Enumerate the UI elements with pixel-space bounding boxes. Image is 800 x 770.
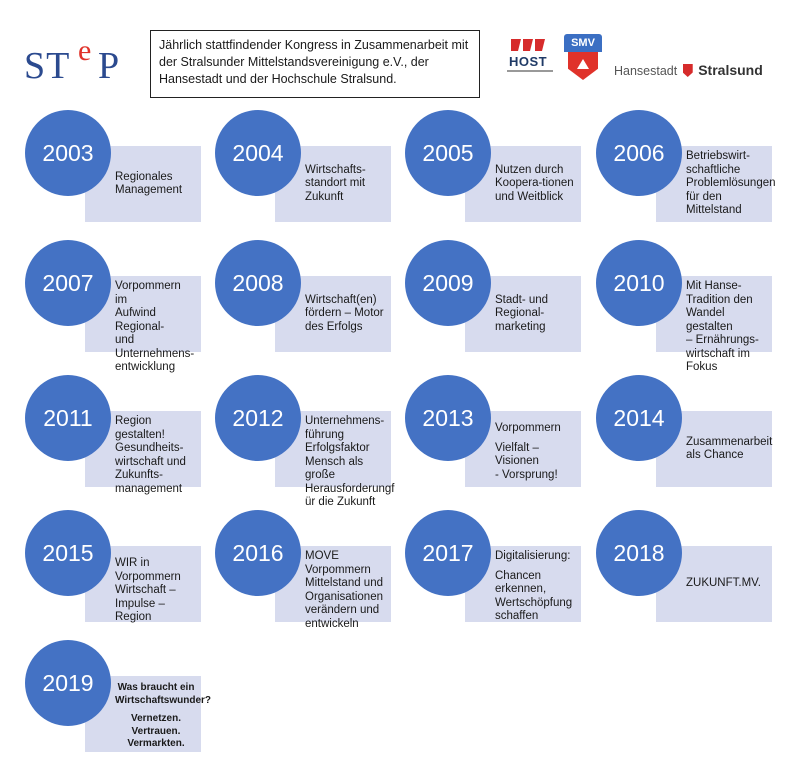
congress-topic-line: Region gestalten! xyxy=(115,415,165,441)
congress-topic-line: schaftliche xyxy=(686,163,741,176)
congress-topic-line: Wirtschaftswunder? xyxy=(115,694,212,706)
congress-topic-line: Wirtschaft(en) xyxy=(305,293,377,306)
congress-topic-line: Vorpommern xyxy=(495,422,561,434)
congress-topic-line: des Erfolgs xyxy=(305,320,363,333)
congress-topic-line: führung xyxy=(305,428,345,441)
congress-topic-line: Vernetzen. xyxy=(130,713,182,724)
stralsund-shield-icon xyxy=(683,64,693,77)
step-logo-e: e xyxy=(78,34,92,67)
congress-topic-line: schaffen xyxy=(495,610,539,622)
hansestadt-stralsund-logo xyxy=(614,62,763,78)
congress-topic-line: Erfolgsfaktor xyxy=(305,442,370,454)
year-circle: 2016 xyxy=(215,510,301,596)
smv-logo xyxy=(564,34,602,82)
congress-topic-line: WIR in xyxy=(115,557,150,569)
year-circle: 2018 xyxy=(596,510,682,596)
congress-topic-line: und Weitblick xyxy=(495,190,564,203)
congress-topic-line: marketing xyxy=(495,320,546,333)
congress-topic-line: Fokus xyxy=(686,361,718,373)
step-logo-st: ST xyxy=(24,45,71,87)
congress-topic-line: Wertschöpfung xyxy=(495,596,573,609)
year-circle: 2015 xyxy=(25,510,111,596)
congress-topic-line: ür die Zukunft xyxy=(305,496,376,508)
congress-topic-line: Regionales xyxy=(115,170,173,183)
congress-topic-line: Regional- xyxy=(495,307,545,320)
year-circle: 2007 xyxy=(25,240,111,326)
congress-topic-line: Nutzen durch xyxy=(495,163,564,176)
step-logo xyxy=(24,34,134,87)
congress-topic-line: Aufwind Regional- xyxy=(115,307,165,333)
intro-text-box: Jährlich stattfindender Kongress in Zusammenarbeit mit der Stralsunder Mittelstandsvereinigung e.V., der Hansestadt und der Hochschule Stralsund. xyxy=(150,30,480,98)
congress-topic-line: Vorpommern xyxy=(115,570,181,583)
congress-topic-line: Unternehmens- xyxy=(115,347,195,360)
step-logo-p: P xyxy=(98,45,120,87)
congress-topic-line: Vorpommern xyxy=(305,563,371,576)
congress-topic-line: Mittelstand und xyxy=(305,577,383,589)
congress-topic-line: verändern und xyxy=(305,604,380,616)
year-circle: 2019 xyxy=(25,640,111,726)
year-circle: 2005 xyxy=(405,110,491,196)
year-circle: 2004 xyxy=(215,110,301,196)
congress-topic-line: entwicklung xyxy=(115,361,176,374)
year-circle: 2014 xyxy=(596,375,682,461)
congress-topic-line: standort mit xyxy=(305,177,366,190)
congress-topic-line: Wirtschafts- xyxy=(305,163,366,176)
year-circle: 2009 xyxy=(405,240,491,326)
congress-topic-line: Zukunfts- xyxy=(115,469,163,482)
congress-topic-line: Mensch als große xyxy=(305,455,364,481)
congress-topic-line: für den xyxy=(686,190,722,203)
congress-topic-line: Betriebswirt- xyxy=(686,150,750,163)
congress-topic-line: Unternehmens- xyxy=(305,415,385,427)
congress-topic-line: erkennen, xyxy=(495,583,547,595)
year-circle: 2006 xyxy=(596,110,682,196)
year-circle: 2010 xyxy=(596,240,682,326)
congress-topic-line: wirtschaft und xyxy=(115,455,186,468)
congress-topic-line: wirtschaft im xyxy=(686,347,750,360)
congress-topic-line: Gesundheits- xyxy=(115,442,184,455)
host-logo-text: HOST xyxy=(509,54,548,69)
congress-topic-line: als Chance xyxy=(686,449,744,461)
congress-topic-line: Was braucht ein xyxy=(117,682,195,693)
year-circle: 2008 xyxy=(215,240,301,326)
congress-topic-line: MOVE xyxy=(305,550,339,562)
congress-topic-line: Koopera-tionen xyxy=(495,177,574,190)
congress-topic-line: Wandel gestalten xyxy=(686,307,733,333)
congress-topic-line: management xyxy=(115,482,183,495)
congress-topic-line: Zukunft xyxy=(305,190,344,203)
smv-logo-text: SMV xyxy=(564,34,602,52)
hansestadt-prefix: Hansestadt xyxy=(614,64,678,78)
congress-topic-line: Impulse –Region xyxy=(115,597,165,623)
congress-topic-line: Herausforderungf xyxy=(305,482,395,495)
congress-topic-line: Mit Hanse- xyxy=(686,280,742,292)
congress-topic-line: – Ernährungs- xyxy=(686,334,759,346)
congress-topic-line: - Vorsprung! xyxy=(495,468,558,481)
year-circle: 2012 xyxy=(215,375,301,461)
smv-shield-icon xyxy=(568,52,598,80)
congress-topic-line: entwickeln xyxy=(305,617,359,630)
congress-topic-line: Organisationen xyxy=(305,590,383,603)
congress-topic-line: ZUKUNFT.MV. xyxy=(686,577,761,590)
host-logo-underline xyxy=(507,70,553,72)
host-logo xyxy=(505,36,553,84)
year-circle: 2003 xyxy=(25,110,111,196)
congress-topic-line: Vielfalt – Visionen xyxy=(495,441,539,467)
congress-topic-line: und xyxy=(115,334,135,347)
congress-topic-line: Management xyxy=(115,184,183,196)
congress-topic-line: Problemlösungen xyxy=(686,177,776,190)
congress-topic-line: Digitalisierung: xyxy=(495,550,571,562)
congress-topic-line: Wirtschaft – xyxy=(115,584,176,596)
congress-topic-line: Tradition den xyxy=(686,293,753,306)
year-circle: 2011 xyxy=(25,375,111,461)
congress-topic-line: Vorpommern im xyxy=(115,280,181,306)
hansestadt-name: Stralsund xyxy=(698,62,763,78)
congress-topic-line: Stadt- und xyxy=(495,293,549,306)
congress-topic-line: fördern – Motor xyxy=(305,307,384,320)
congress-topic-line: Chancen xyxy=(495,569,542,582)
congress-topic-line: Mittelstand xyxy=(686,204,742,217)
congress-topic-line: Zusammenarbeit xyxy=(686,435,773,448)
year-circle: 2017 xyxy=(405,510,491,596)
congress-topic-line: Vermarkten. xyxy=(127,738,185,749)
congress-topic-line: Vertrauen. xyxy=(131,725,181,737)
year-circle: 2013 xyxy=(405,375,491,461)
